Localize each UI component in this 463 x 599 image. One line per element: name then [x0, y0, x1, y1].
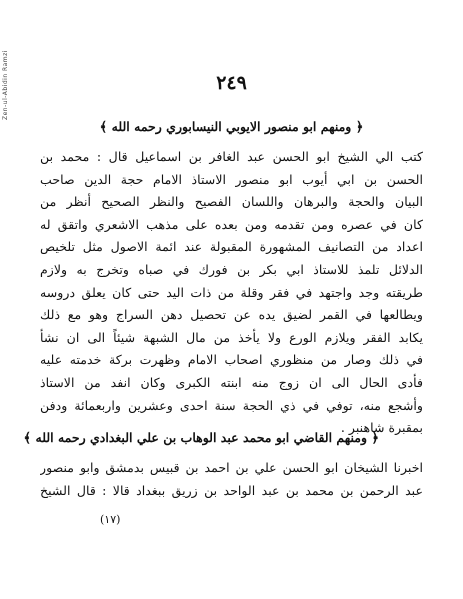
body-line: ويطالعها في القمر لضيق يده عن تحصيل دهن السراج وهو مع ذلك — [40, 307, 423, 323]
section-1-body — [40, 146, 423, 440]
body-line: عبد الرحمن بن محمد بن عبد الواحد بن زريق ببغداد قالا : قال الشيخ — [40, 482, 423, 498]
body-line: وأشجع منه، توفي في ذي الحجة سنة احدى وعشرين واربعمائة ودفن — [40, 397, 423, 413]
body-line: الدلائل تلمذ للاستاذ ابي بكر بن فورك في صباه وتخرج به ولازم — [40, 261, 423, 277]
heading-bracket-open: ﴿ — [371, 431, 379, 446]
page-number: ٢٤٩ — [216, 72, 247, 94]
body-line: كان في عصره ومن تقدمه ومن بعده على مذهب الاشعري واتقق له — [40, 216, 423, 232]
body-line: يكابد الفقر ويلازم الورع ولا يأخذ من مال الشبهة شيئاً الى ان نشأ — [40, 329, 423, 345]
body-line: كتب الي الشيخ ابو الحسن عبد الغافر بن اسماعيل قال : محمد بن — [40, 149, 423, 164]
heading-text: ومنهم القاضي ابو محمد عبد الوهاب بن علي البغدادي رحمه الله — [35, 430, 368, 445]
heading-bracket-close: ﴾ — [23, 431, 32, 446]
heading-bracket-open: ﴿ — [355, 120, 364, 135]
body-line: طريقته وجد واجتهد في فقر وقلة من ذات اليد حتى كان يعلق دروسه — [40, 284, 423, 300]
body-line: اخبرنا الشيخان ابو الحسن علي بن احمد بن قبيس بدمشق وابو منصور — [40, 460, 423, 475]
body-line: اعداد من التصانيف المشهورة المقبولة عند ائمة الاصول مثل تلخيص — [40, 239, 423, 255]
section-2-body — [40, 457, 423, 502]
body-line: بمقبرة شاهنبر . — [340, 420, 423, 436]
side-margin-label: Zen-ul-Abidin Ramzi — [2, 50, 9, 120]
body-line: في ذلك وصار من منظوري اصحاب الامام وظهرت بركة خدمته عليه — [40, 352, 423, 368]
section-heading-2 — [23, 430, 379, 446]
section-heading-1 — [84, 119, 379, 135]
body-line: الحسن بن ابي أيوب ابو منصور الاستاذ الامام حجة الدين صاحب — [40, 171, 423, 187]
body-line: فأدى الحال الى ان زوج منه ابنته الكبرى وكان انفد من الاستاذ — [40, 374, 423, 390]
heading-bracket-close: ﴾ — [99, 120, 108, 135]
body-line: البيان والحجة والبرهان واللسان الفصيح والنظر الصحيح أنظر من — [40, 194, 423, 210]
heading-text: ومنهم ابو منصور الايوبي النيسابوري رحمه الله — [111, 119, 352, 134]
footnote-marker: (١٧) — [100, 513, 121, 526]
